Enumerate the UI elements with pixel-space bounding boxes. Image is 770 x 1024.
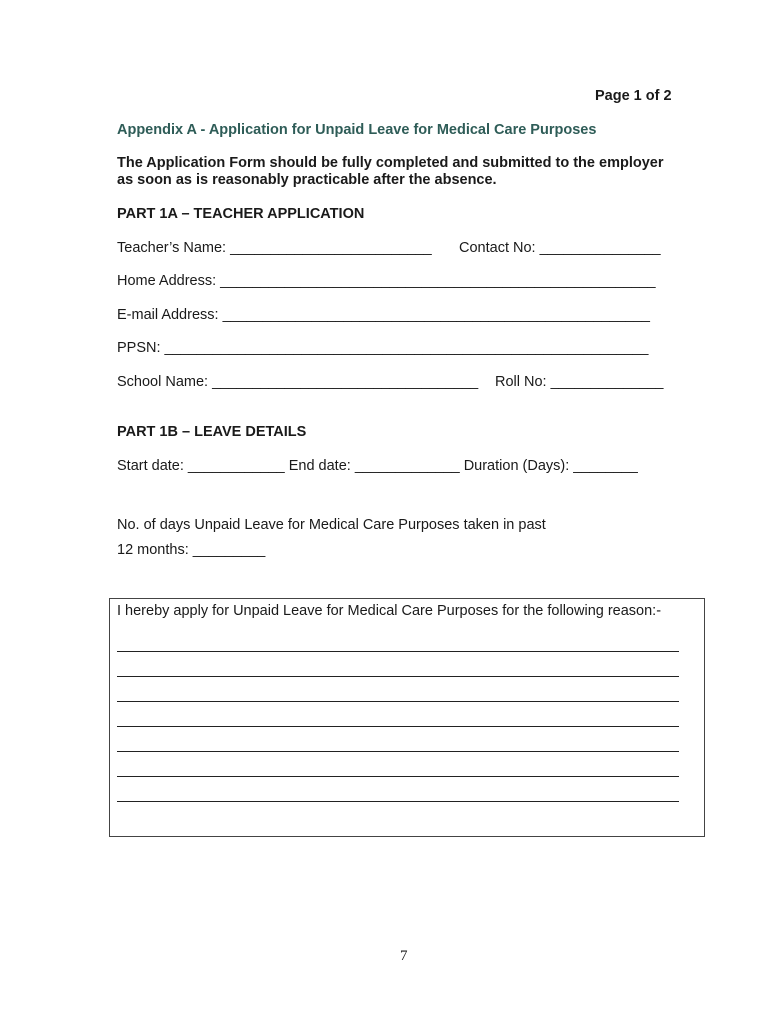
part-1a-heading: PART 1A – TEACHER APPLICATION xyxy=(117,206,365,222)
reason-line[interactable] xyxy=(117,701,679,702)
days-taken-label: No. of days Unpaid Leave for Medical Care Purposes taken in past xyxy=(117,517,546,533)
reason-prompt: I hereby apply for Unpaid Leave for Medical Care Purposes for the following reason:- xyxy=(117,603,662,619)
reason-line[interactable] xyxy=(117,726,679,727)
teacher-name-field[interactable]: Teacher’s Name: _________________________ xyxy=(117,240,432,256)
school-name-field[interactable]: School Name: _________________________________ xyxy=(117,374,479,390)
reason-line[interactable] xyxy=(117,751,679,752)
part-1b-heading: PART 1B – LEAVE DETAILS xyxy=(117,424,307,440)
reason-line[interactable] xyxy=(117,801,679,802)
reason-box[interactable] xyxy=(109,598,705,837)
roll-no-field[interactable]: Roll No: ______________ xyxy=(495,374,664,390)
email-address-field[interactable]: E-mail Address: _____________________________________________________ xyxy=(117,307,650,323)
reason-line[interactable] xyxy=(117,651,679,652)
form-title: Appendix A - Application for Unpaid Leave for Medical Care Purposes xyxy=(117,122,597,138)
reason-line[interactable] xyxy=(117,676,679,677)
leave-dates-field[interactable]: Start date: ____________ End date: _____________ Duration (Days): ________ xyxy=(117,458,638,474)
ppsn-field[interactable]: PPSN: ____________________________________________________________ xyxy=(117,340,649,356)
reason-line[interactable] xyxy=(117,776,679,777)
footer-page-number: 7 xyxy=(400,948,408,964)
days-taken-field[interactable]: 12 months: _________ xyxy=(117,542,266,558)
page-indicator: Page 1 of 2 xyxy=(595,88,672,104)
home-address-field[interactable]: Home Address: ______________________________________________________ xyxy=(117,273,656,289)
form-instructions: The Application Form should be fully completed and submitted to the employer as soon as is reasonably practicable after the absence. xyxy=(117,155,664,188)
contact-no-field[interactable]: Contact No: _______________ xyxy=(459,240,661,256)
